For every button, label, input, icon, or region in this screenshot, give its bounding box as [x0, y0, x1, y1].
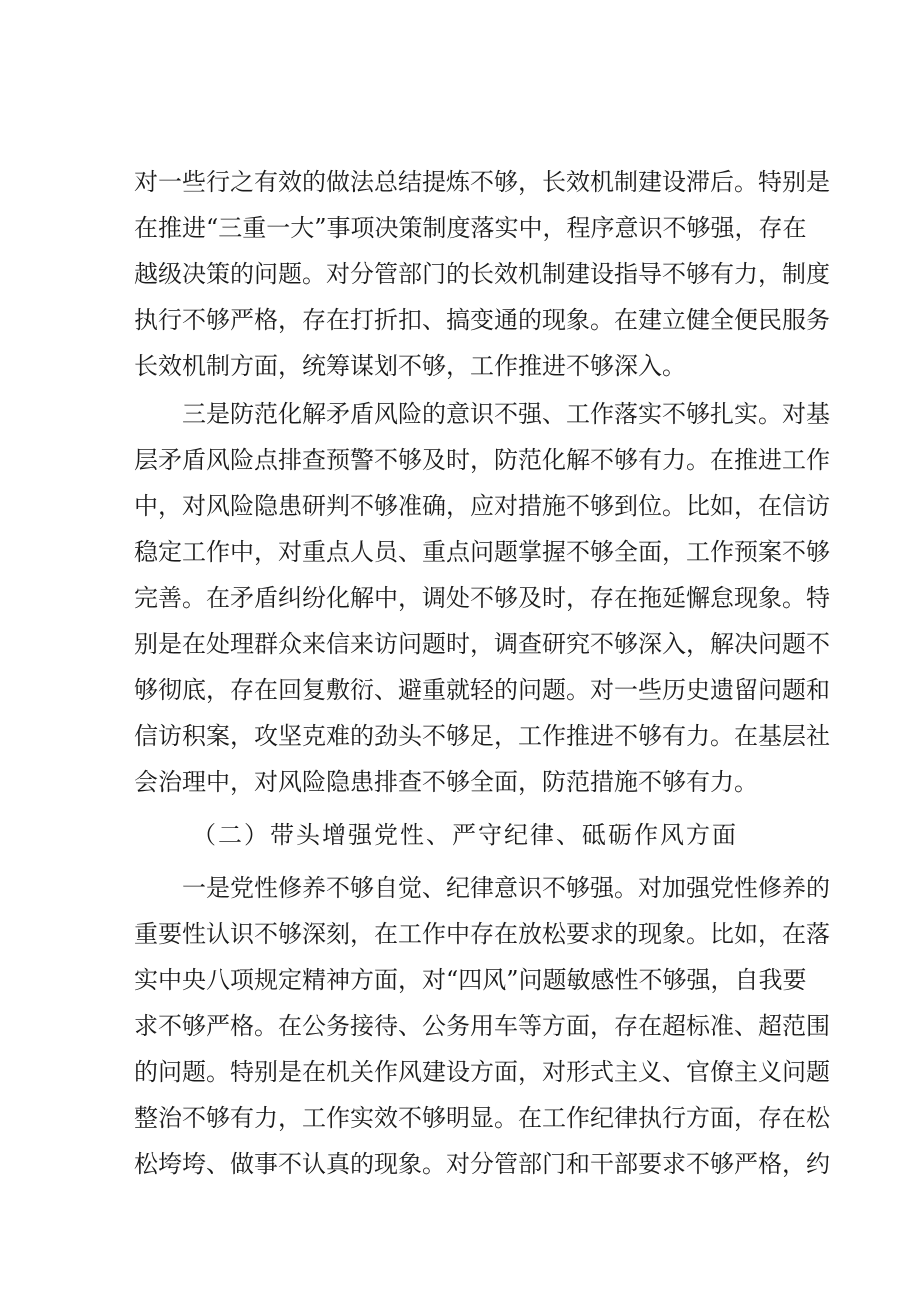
section-heading: （二）带头增强党性、严守纪律、砥砺作风方面 — [192, 821, 738, 849]
paragraph-line: 对一些行之有效的做法总结提炼不够，长效机制建设滞后。特别是 — [134, 168, 830, 196]
paragraph-line: 松垮垮、做事不认真的现象。对分管部门和干部要求不够严格，约 — [134, 1150, 830, 1178]
paragraph-line: 执行不够严格，存在打折扣、搞变通的现象。在建立健全便民服务 — [134, 306, 830, 334]
paragraph-line: 越级决策的问题。对分管部门的长效机制建设指导不够有力，制度 — [134, 260, 830, 288]
paragraph-line: 重要性认识不够深刻，在工作中存在放松要求的现象。比如，在落 — [134, 920, 830, 948]
paragraph-line: 的问题。特别是在机关作风建设方面，对形式主义、官僚主义问题 — [134, 1058, 830, 1086]
paragraph-line: 求不够严格。在公务接待、公务用车等方面，存在超标准、超范围 — [134, 1012, 830, 1040]
paragraph-line: 实中央八项规定精神方面，对“四风”问题敏感性不够强，自我要 — [134, 966, 807, 994]
paragraph-line: 长效机制方面，统筹谋划不够，工作推进不够深入。 — [134, 352, 686, 380]
paragraph-line: 整治不够有力，工作实效不够明显。在工作纪律执行方面，存在松 — [134, 1104, 830, 1132]
paragraph-line: 信访积案，攻坚克难的劲头不够足，工作推进不够有力。在基层社 — [134, 722, 830, 750]
paragraph-line: 会治理中，对风险隐患排查不够全面，防范措施不够有力。 — [134, 768, 758, 796]
paragraph-line: 层矛盾风险点排查预警不够及时，防范化解不够有力。在推进工作 — [134, 446, 830, 474]
paragraph-line: 别是在处理群众来信来访问题时，调查研究不够深入，解决问题不 — [134, 630, 830, 658]
paragraph-line: 完善。在矛盾纠纷化解中，调处不够及时，存在拖延懈怠现象。特 — [134, 584, 830, 612]
paragraph-line: 中，对风险隐患研判不够准确，应对措施不够到位。比如，在信访 — [134, 492, 830, 520]
paragraph-line: 一是党性修养不够自觉、纪律意识不够强。对加强党性修养的 — [182, 874, 830, 902]
paragraph-line: 在推进“三重一大”事项决策制度落实中，程序意识不够强，存在 — [134, 214, 807, 242]
paragraph-line: 三是防范化解矛盾风险的意识不强、工作落实不够扎实。对基 — [182, 400, 830, 428]
paragraph-line: 稳定工作中，对重点人员、重点问题掌握不够全面，工作预案不够 — [134, 538, 830, 566]
paragraph-line: 够彻底，存在回复敷衍、避重就轻的问题。对一些历史遗留问题和 — [134, 676, 830, 704]
